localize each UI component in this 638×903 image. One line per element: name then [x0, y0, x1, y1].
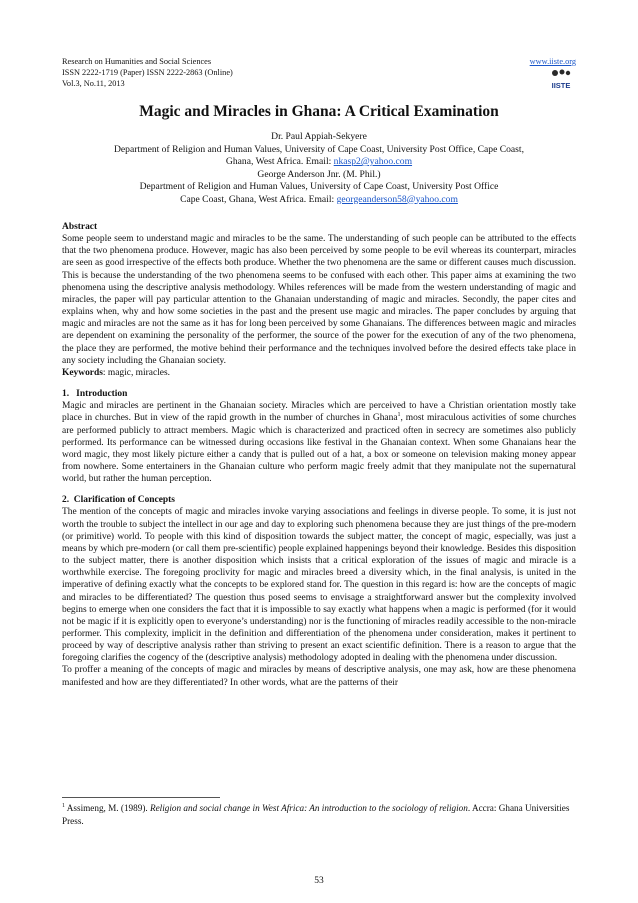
section-2-paragraph-2: To proffer a meaning of the concepts of magic and miracles by means of descriptive analysis, one may ask, how are these phenomena manifested and how are they differentiated? In other words, what are the patterns of their: [62, 665, 576, 688]
page-number: 53: [314, 876, 324, 886]
issn-line: ISSN 2222-1719 (Paper) ISSN 2222-2863 (Online): [62, 68, 233, 77]
affiliation-2-line-2: Cape Coast, Ghana, West Africa. Email: georgeanderson58@yahoo.com: [180, 193, 458, 205]
abstract-heading: Abstract: [62, 222, 98, 232]
author-1: Dr. Paul Appiah-Sekyere: [271, 131, 367, 142]
footnote-ref[interactable]: 1: [397, 412, 401, 419]
section-1-heading: 1. Introduction: [62, 389, 128, 400]
section-2-paragraph-1: The mention of the concepts of magic and miracles invoke varying associations and feelings in diverse people. To some, it is just not worth the trouble to subject the intellect in our age and day to exploring such phenomena because they are just things of the pre-modern (or primitive) world. To people with this kind of disposition towards the subject matter, the concept of magic, especially, was just a means by which pre-modern (or call them pre-scientific) people explained happenings beyond their knowledge. Besides this disposition to the subject matter, there is another disposition which insists that a critical exploration of the issues of magic and miracle is a worthwhile exercise. The foregoing proclivity for magic and miracles breed a diversity which, in the final analysis, is united in the imperative of defining exactly what the concepts to be explored stand for. The question in this regard is: how are the concepts of magic and miracles to be differentiated? The question thus posed seems to envisage a straightforward answer but the complexity involved begins to emerge when one considers the fact that it is impossible to say exactly what happens when a magic is performed (for it would not be magic if it is explicitly open to everyone’s understanding) nor is the functioning of miracles readily accessible to the non-miracle performer. This complexity, implicit in the definition and differentiation of the phenomena under consideration, makes it pertinent to proceed by way of descriptive analysis rather than striving to present an exact scientific definition. There is a reason to argue that the foregoing clarifies the cogency of the (descriptive analysis) methodology adopted in dealing with the phenomena under discussion.: [62, 507, 576, 664]
section-1-text: Magic and miracles are pertinent in the Ghanaian society. Miracles which are perceived to have a Christian orientation mostly take place in churches. But in view of the rapid growth in the number of churches in Ghana$^1$, most miraculous activities of some churches are performed publicly to attract members. Magic which is characterized and practiced often in secrecy are sometimes also publicly performed. Its performance can be witnessed during occasions like festival in the Ghanaian context. When some Ghanaians hear the word magic, they most likely picture either a candy that is pulled out of a hat, a box or someone on television making money appear from nowhere. Some entertainers in the Ghanaian culture who perform magic freely admit that they manipulate not the supernatural world, but rather the human perception.: [62, 401, 576, 485]
section-2-heading: 2. Clarification of Concepts: [62, 495, 175, 506]
author-2: George Anderson Jnr. (M. Phil.): [257, 168, 381, 180]
footnote-divider: [62, 797, 220, 798]
iiste-logo: [546, 68, 576, 90]
volume-line: Vol.3, No.11, 2013: [62, 79, 125, 88]
author-block: [62, 131, 576, 206]
footnote: $^1$ Assimeng, M. (1989). Religion and social change in West Africa: An introduction to the sociology of religion. Accra: Ghana Universities Press.: [62, 802, 570, 826]
affiliation-1-line-1: Department of Religion and Human Values, University of Cape Coast, University Post Office, Cape Coast,: [114, 143, 524, 155]
paper-body: [62, 221, 576, 689]
journal-name: Research on Humanities and Social Sciences: [62, 57, 212, 66]
email-link-2[interactable]: georgeanderson58@yahoo.com: [336, 193, 458, 205]
affiliation-2-line-1: Department of Religion and Human Values, University of Cape Coast, University Post Office: [139, 181, 499, 192]
footnote-mark: 1: [62, 802, 65, 809]
journal-url-link[interactable]: www.iiste.org: [529, 57, 576, 66]
affiliation-1-line-2: Ghana, West Africa. Email: nkasp2@yahoo.com: [225, 156, 413, 167]
email-link-1[interactable]: nkasp2@yahoo.com: [333, 156, 413, 167]
abstract-text: Some people seem to understand magic and miracles to be the same. The understanding of such people can be attributed to the effects that the two phenomena produce. However, magic has also been perceived by some people to be evil whereas its counterpart, miracles are seen as good irrespective of the effects both produce. Whether the two phenomena are the same or different causes much discussion. This is because the understanding of the two phenomena seems to be confused with each other. This paper aims at examining the two phenomena using the descriptive analysis methodology. Whiles references will be made from the western understanding of magic and miracles, the paper will pay particular attention to the Ghanaian understanding of magic and miracles. Secondly, the paper cites and explains when, why and how some societies in the past and the present use magic and miracles. The paper concludes by arguing that magic and miracles are not the same as it has for long been perceived by some Ghanaians. The differences between magic and miracles are dependent on examining the personality of the performer, the source of the power for the execution of any of the two phenomena, the place they are performed, the motive behind their performance and the techniques involved before the desired effects take place in any society including the Ghanaian society.: [62, 234, 576, 366]
running-header: [62, 56, 576, 89]
paper-title: Magic and Miracles in Ghana: A Critical Examination: [139, 103, 499, 120]
keywords-line: Keywords: magic, miracles.: [62, 367, 170, 378]
logo-text: IISTE: [551, 81, 571, 90]
